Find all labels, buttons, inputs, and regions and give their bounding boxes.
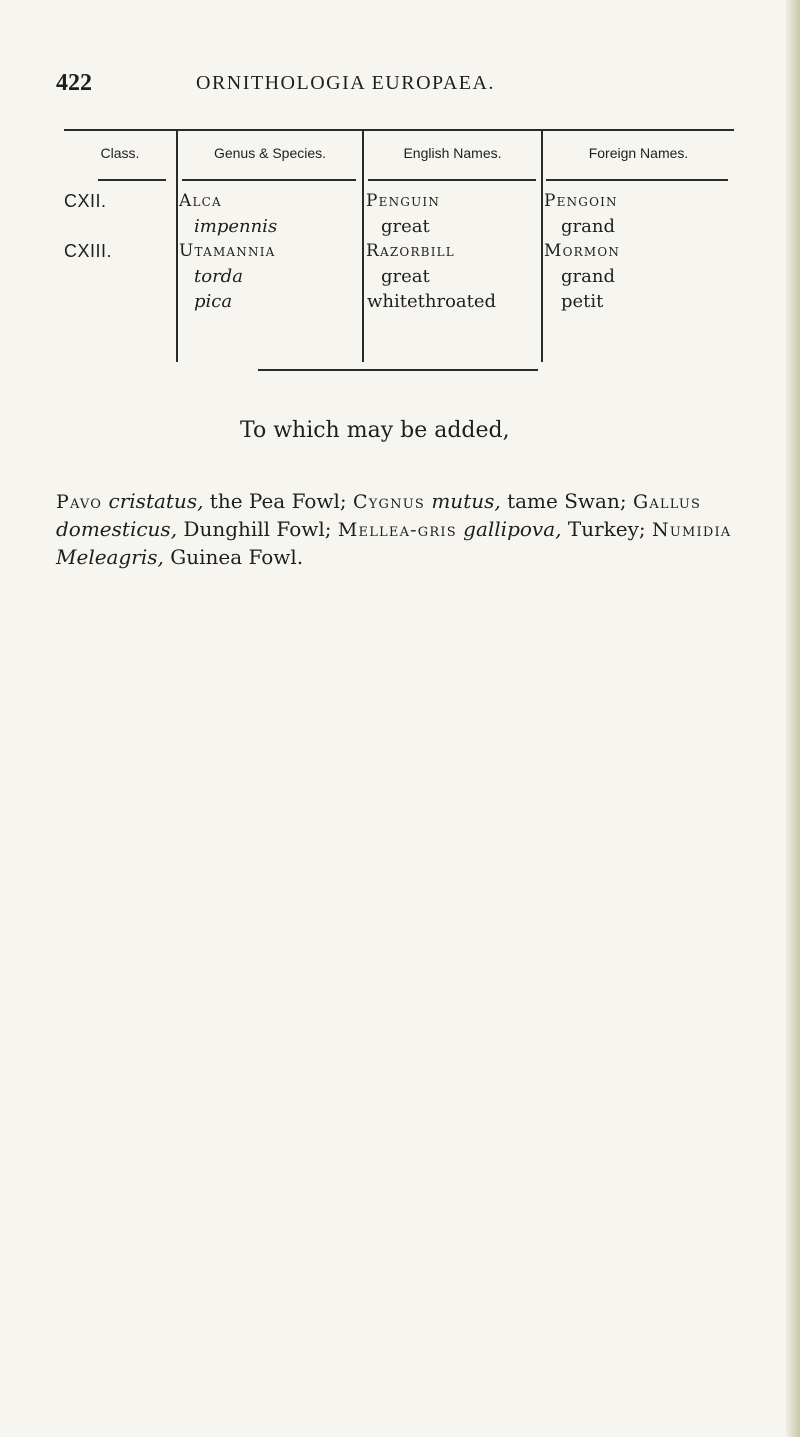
addendum-intro: To which may be added, bbox=[240, 418, 510, 443]
header-rule bbox=[182, 179, 356, 181]
page-header bbox=[56, 70, 740, 100]
common-name: tame Swan; bbox=[507, 489, 627, 513]
table-cell-genus: impennis bbox=[194, 216, 278, 237]
table-cell-foreign: Pengoin bbox=[544, 191, 618, 211]
column-divider bbox=[362, 129, 364, 362]
table-cell-english: whitethroated bbox=[367, 291, 497, 312]
common-name: Dunghill Fowl; bbox=[183, 517, 332, 541]
species-name: cristatus, bbox=[108, 489, 204, 513]
genus-name: Numidia bbox=[652, 519, 732, 541]
column-header-genus: Genus & Species. bbox=[213, 145, 327, 161]
running-title: ORNITHOLOGIA EUROPAEA. bbox=[196, 72, 495, 94]
page-edge bbox=[786, 0, 800, 1437]
table-cell-genus: torda bbox=[194, 266, 243, 287]
species-name: gallipova, bbox=[463, 517, 562, 541]
table-cell-genus: Alca bbox=[179, 191, 222, 211]
header-rule bbox=[368, 179, 536, 181]
table-cell-class: CXII. bbox=[64, 191, 107, 211]
genus-name: Cygnus bbox=[353, 491, 425, 513]
column-divider bbox=[541, 129, 543, 362]
header-rule bbox=[546, 179, 728, 181]
page-number: 422 bbox=[56, 70, 92, 96]
table-top-rule bbox=[64, 129, 734, 131]
table-cell-foreign: grand bbox=[561, 216, 615, 237]
table-cell-english: Penguin bbox=[366, 191, 441, 211]
genus-name: Mellea-gris bbox=[337, 519, 457, 541]
column-divider bbox=[176, 129, 178, 362]
column-header-class: Class. bbox=[100, 145, 140, 161]
common-name: Guinea Fowl. bbox=[170, 545, 304, 569]
section-divider bbox=[258, 369, 538, 371]
table-cell-foreign: grand bbox=[561, 266, 615, 287]
table-cell-genus: Utamannia bbox=[179, 241, 276, 261]
table-cell-genus: pica bbox=[194, 291, 233, 312]
table-cell-english: Razorbill bbox=[366, 241, 455, 261]
species-table bbox=[64, 129, 734, 362]
table-cell-english: great bbox=[381, 216, 430, 237]
header-rule bbox=[98, 179, 166, 181]
species-name: domesticus, bbox=[56, 517, 178, 541]
table-cell-foreign: petit bbox=[561, 291, 604, 312]
table-cell-foreign: Mormon bbox=[544, 241, 621, 261]
genus-name: Pavo bbox=[56, 491, 103, 513]
common-name: the Pea Fowl; bbox=[209, 489, 347, 513]
column-header-english: English Names. bbox=[403, 145, 502, 161]
table-cell-class: CXIII. bbox=[64, 241, 113, 261]
species-name: mutus, bbox=[431, 489, 501, 513]
column-header-foreign: Foreign Names. bbox=[588, 145, 689, 161]
addendum-paragraph bbox=[56, 488, 732, 571]
species-name: Meleagris, bbox=[56, 545, 164, 569]
genus-name: Gallus bbox=[632, 491, 702, 513]
common-name: Turkey; bbox=[567, 517, 646, 541]
table-cell-english: great bbox=[381, 266, 430, 287]
